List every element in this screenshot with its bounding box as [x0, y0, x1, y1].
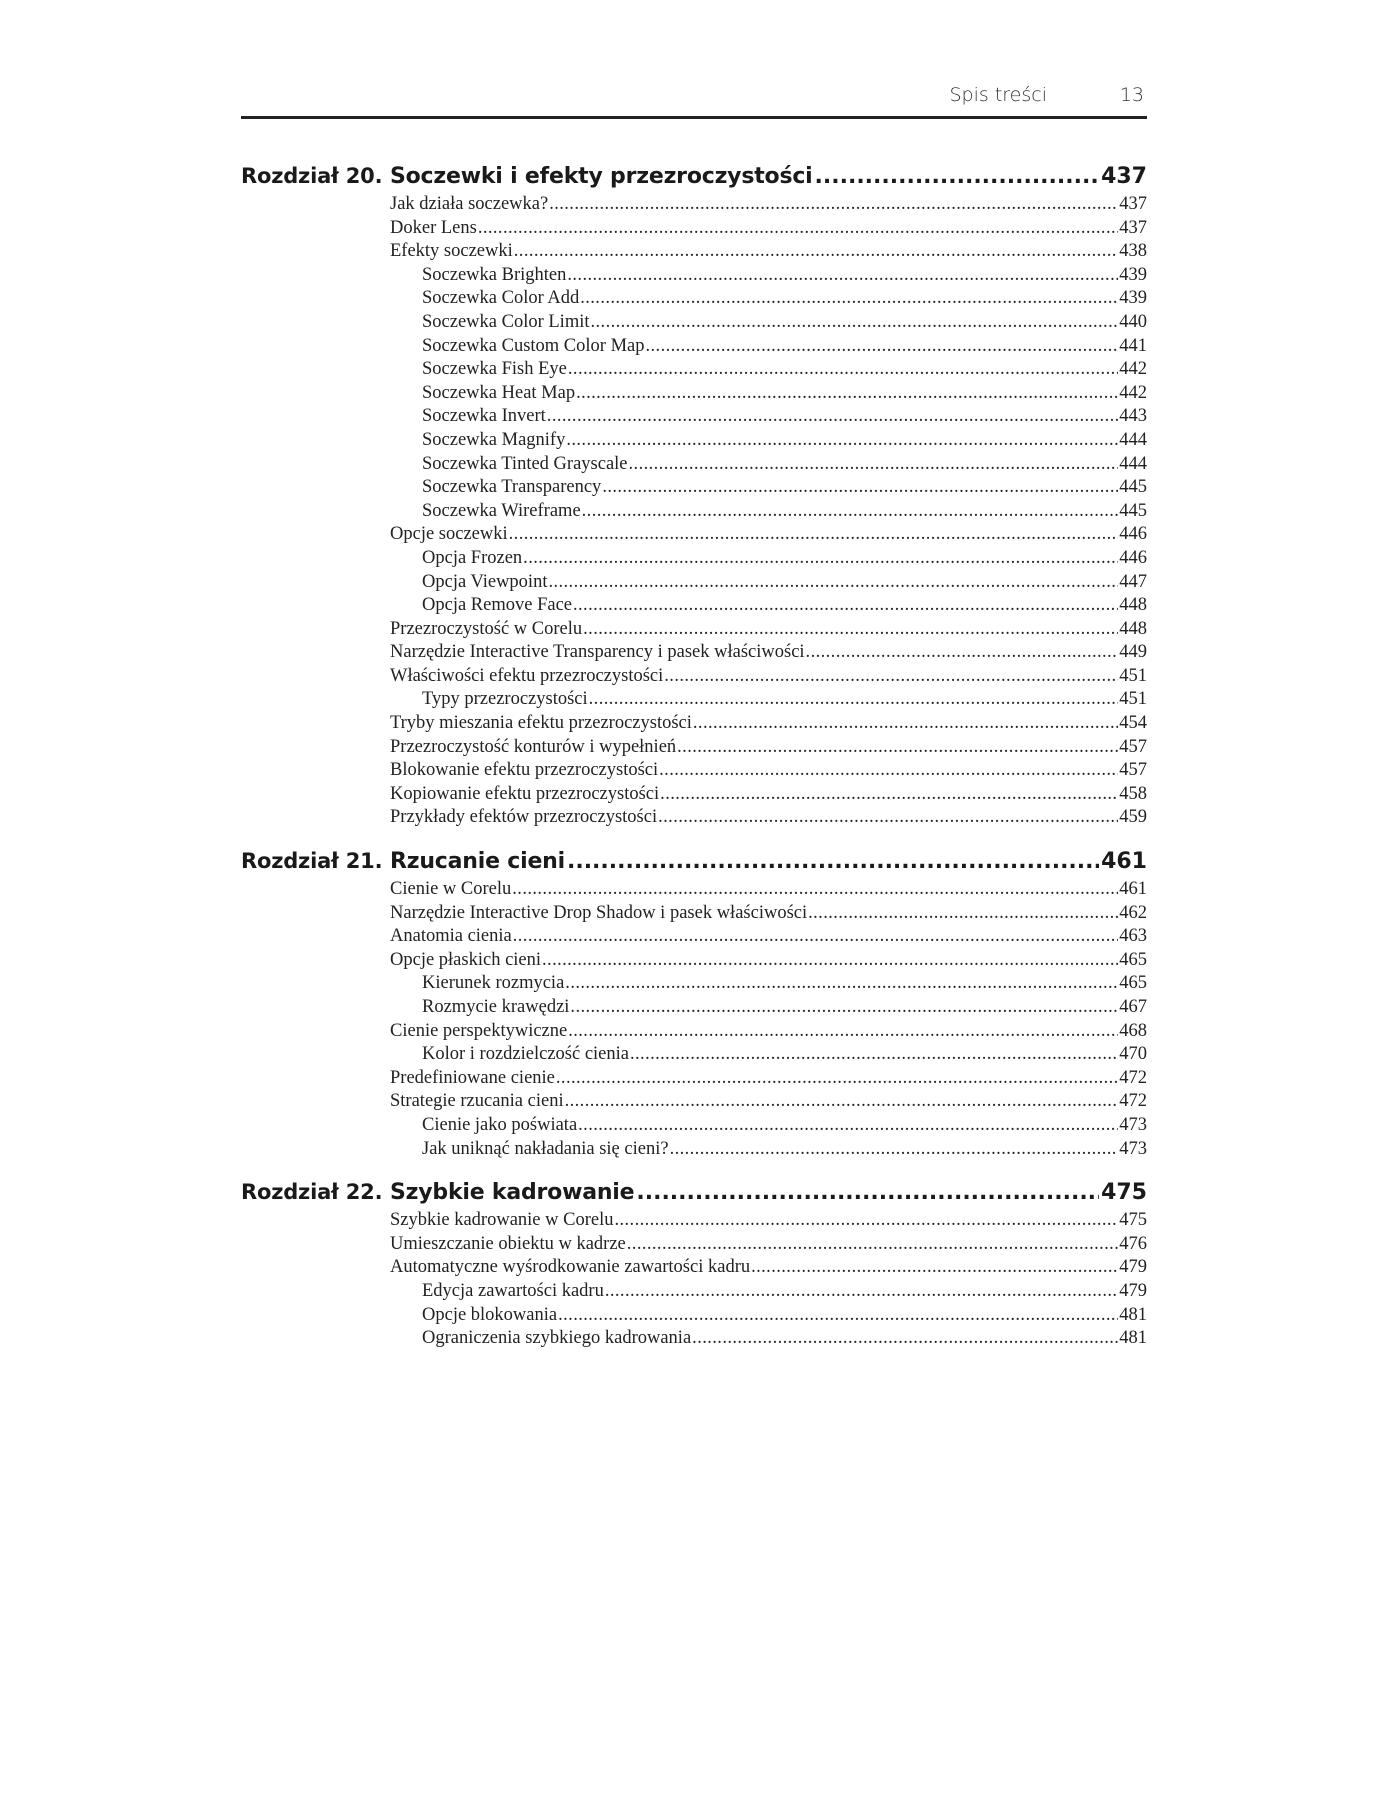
dot-leader — [602, 477, 1118, 498]
toc-entry — [390, 807, 1147, 831]
entry-page-number: 437 — [1119, 217, 1147, 238]
entry-title: Strategie rzucania cieni — [390, 1091, 564, 1112]
chapter-title: Rzucanie cieni — [390, 849, 565, 875]
entry-title: Szybkie kadrowanie w Corelu — [390, 1210, 614, 1231]
entry-page-number: 445 — [1119, 500, 1147, 521]
entry-title: Soczewka Color Limit — [422, 311, 590, 332]
chapter-page-number: 475 — [1101, 1180, 1147, 1206]
dot-leader — [570, 997, 1118, 1018]
dot-leader — [547, 406, 1118, 427]
dot-leader — [664, 666, 1118, 687]
entry-page-number: 454 — [1119, 713, 1147, 734]
toc-subentry — [390, 1281, 1147, 1305]
entry-title: Soczewka Magnify — [422, 429, 566, 450]
entry-page-number: 444 — [1119, 429, 1147, 450]
entry-page-number: 467 — [1119, 997, 1147, 1017]
dot-leader — [660, 784, 1118, 805]
entry-title: Soczewka Custom Color Map — [422, 335, 645, 356]
table-of-contents — [241, 164, 1147, 1370]
toc-entry — [390, 737, 1147, 761]
running-head-title: Spis treści — [949, 84, 1047, 106]
dot-leader — [659, 760, 1118, 781]
entry-title: Soczewka Brighten — [422, 264, 567, 285]
entry-title: Opcje płaskich cieni — [390, 949, 542, 970]
toc-subentry — [390, 336, 1147, 360]
entry-title: Soczewka Tinted Grayscale — [422, 453, 628, 474]
entry-title: Jak uniknąć nakładania się cieni? — [422, 1138, 669, 1159]
entry-title: Soczewka Transparency — [422, 477, 602, 498]
dot-leader — [582, 501, 1119, 522]
toc-subentry — [390, 689, 1147, 713]
dot-leader — [568, 1021, 1118, 1042]
entry-page-number: 451 — [1119, 689, 1147, 710]
entry-title: Kopiowanie efektu przezroczystości — [390, 783, 660, 804]
dot-leader — [578, 1115, 1118, 1136]
entry-title: Predefiniowane cienie — [390, 1067, 555, 1088]
entry-title: Anatomia cienia — [390, 926, 512, 947]
entry-page-number: 439 — [1119, 288, 1147, 309]
chapter-block — [241, 1180, 1147, 1352]
dot-leader — [568, 359, 1118, 380]
dot-leader — [514, 241, 1118, 262]
entry-title: Opcje blokowania — [422, 1304, 558, 1325]
dot-leader — [565, 973, 1118, 994]
entry-page-number: 473 — [1119, 1138, 1147, 1159]
entry-page-number: 440 — [1119, 311, 1147, 332]
dot-leader — [478, 218, 1118, 239]
dot-leader — [583, 619, 1118, 640]
entry-page-number: 446 — [1119, 524, 1147, 545]
dot-leader — [566, 430, 1118, 451]
entry-title: Jak działa soczewka? — [390, 194, 549, 214]
toc-entry — [390, 713, 1147, 737]
entry-page-number: 448 — [1119, 618, 1147, 639]
entry-page-number: 448 — [1119, 595, 1147, 616]
entry-title: Cienie perspektywiczne — [390, 1020, 568, 1041]
chapter-label: Rozdział 20. — [241, 164, 383, 188]
toc-subentry — [390, 359, 1147, 383]
entry-title: Automatyczne wyśrodkowanie zawartości kadru — [390, 1257, 751, 1278]
toc-entry — [390, 1068, 1147, 1092]
dot-leader — [565, 1091, 1119, 1112]
chapter-heading — [241, 1180, 1147, 1210]
toc-subentry — [390, 1044, 1147, 1068]
entry-title: Właściwości efektu przezroczystości — [390, 665, 664, 686]
toc-entry — [390, 926, 1147, 950]
entry-title: Soczewka Color Add — [422, 288, 580, 309]
entry-title: Rozmycie krawędzi — [422, 997, 570, 1017]
entry-page-number: 468 — [1119, 1020, 1147, 1041]
dot-leader — [658, 807, 1118, 828]
chapter-block — [241, 164, 1147, 831]
toc-subentry — [390, 1115, 1147, 1139]
toc-subentry — [390, 501, 1147, 525]
chapter-heading — [241, 849, 1147, 879]
entry-page-number: 446 — [1119, 547, 1147, 568]
toc-subentry — [390, 477, 1147, 501]
toc-entry — [390, 642, 1147, 666]
dot-leader — [808, 903, 1118, 924]
dot-leader — [523, 548, 1118, 569]
entry-title: Soczewka Fish Eye — [422, 359, 567, 380]
entry-title: Edycja zawartości kadru — [422, 1280, 604, 1301]
toc-subentry — [390, 1305, 1147, 1329]
toc-entry — [390, 666, 1147, 690]
entry-page-number: 442 — [1119, 382, 1147, 403]
chapter-page-number: 437 — [1101, 164, 1147, 189]
entry-page-number: 462 — [1119, 902, 1147, 923]
chapter-page-number: 461 — [1101, 849, 1147, 875]
entry-title: Soczewka Wireframe — [422, 500, 581, 521]
entry-page-number: 463 — [1119, 926, 1147, 947]
dot-leader — [567, 265, 1118, 286]
entry-page-number: 465 — [1119, 949, 1147, 970]
dot-leader — [630, 1044, 1118, 1065]
toc-subentry — [390, 595, 1147, 619]
entry-page-number: 479 — [1119, 1257, 1147, 1278]
toc-subentry — [390, 548, 1147, 572]
dot-leader — [605, 1281, 1118, 1302]
dot-leader — [573, 595, 1118, 616]
toc-subentry — [390, 288, 1147, 312]
entry-page-number: 481 — [1119, 1304, 1147, 1325]
entry-title: Soczewka Heat Map — [422, 382, 576, 403]
toc-entry — [390, 950, 1147, 974]
dot-leader — [692, 1328, 1118, 1349]
entry-title: Typy przezroczystości — [422, 689, 588, 710]
entry-page-number: 445 — [1119, 477, 1147, 498]
entry-page-number: 473 — [1119, 1114, 1147, 1135]
entry-title: Cienie jako poświata — [422, 1114, 578, 1135]
toc-entry — [390, 903, 1147, 927]
dot-leader — [512, 879, 1118, 900]
toc-entry — [390, 784, 1147, 808]
entry-page-number: 437 — [1119, 194, 1147, 214]
dot-leader — [548, 572, 1118, 593]
entry-title: Ograniczenia szybkiego kadrowania — [422, 1328, 692, 1349]
entry-title: Narzędzie Interactive Transparency i pasek właściwości — [390, 642, 805, 663]
dot-leader — [513, 926, 1119, 947]
dot-leader — [591, 312, 1119, 333]
entry-title: Przezroczystość w Corelu — [390, 618, 583, 639]
chapter-entries — [390, 879, 1147, 1162]
entry-page-number: 449 — [1119, 642, 1147, 663]
toc-entry — [390, 619, 1147, 643]
entry-page-number: 457 — [1119, 760, 1147, 781]
toc-subentry — [390, 265, 1147, 289]
dot-leader — [636, 1180, 1099, 1205]
dot-leader — [677, 737, 1118, 758]
entry-page-number: 459 — [1119, 807, 1147, 828]
entry-title: Efekty soczewki — [390, 241, 513, 262]
entry-title: Opcje soczewki — [390, 524, 508, 545]
toc-entry — [390, 1021, 1147, 1045]
entry-page-number: 442 — [1119, 359, 1147, 380]
chapter-entries — [390, 194, 1147, 831]
chapter-title: Soczewki i efekty przezroczystości — [390, 164, 813, 189]
entry-page-number: 472 — [1119, 1091, 1147, 1112]
toc-subentry — [390, 406, 1147, 430]
entry-page-number: 481 — [1119, 1328, 1147, 1349]
chapter-label: Rozdział 22. — [241, 1180, 383, 1205]
entry-title: Opcja Remove Face — [422, 595, 572, 616]
page-number: 13 — [1119, 84, 1144, 106]
entry-title: Narzędzie Interactive Drop Shadow i pasek właściwości — [390, 902, 808, 923]
entry-title: Soczewka Invert — [422, 406, 546, 427]
toc-entry — [390, 194, 1147, 218]
chapter-heading — [241, 164, 1147, 194]
entry-page-number: 475 — [1119, 1210, 1147, 1231]
chapter-block — [241, 849, 1147, 1162]
entry-page-number: 447 — [1119, 571, 1147, 592]
dot-leader — [567, 849, 1099, 874]
entry-page-number: 457 — [1119, 736, 1147, 757]
entry-page-number: 476 — [1119, 1233, 1147, 1254]
entry-page-number: 439 — [1119, 264, 1147, 285]
dot-leader — [509, 524, 1119, 545]
chapter-label: Rozdział 21. — [241, 849, 383, 874]
toc-entry — [390, 760, 1147, 784]
toc-entry — [390, 879, 1147, 903]
entry-title: Opcja Frozen — [422, 547, 523, 568]
toc-entry — [390, 524, 1147, 548]
entry-page-number: 443 — [1119, 406, 1147, 427]
entry-page-number: 458 — [1119, 783, 1147, 804]
dot-leader — [670, 1139, 1119, 1160]
entry-title: Kierunek rozmycia — [422, 973, 565, 994]
dot-leader — [589, 689, 1119, 710]
toc-subentry — [390, 383, 1147, 407]
entry-page-number: 441 — [1119, 335, 1147, 356]
dot-leader — [580, 288, 1118, 309]
entry-title: Przezroczystość konturów i wypełnień — [390, 736, 677, 757]
page-header — [241, 84, 1147, 119]
toc-subentry — [390, 430, 1147, 454]
entry-title: Cienie w Corelu — [390, 879, 512, 900]
toc-entry — [390, 218, 1147, 242]
dot-leader — [627, 1234, 1118, 1255]
toc-entry — [390, 1234, 1147, 1258]
toc-entry — [390, 1091, 1147, 1115]
dot-leader — [629, 454, 1119, 475]
chapter-entries — [390, 1210, 1147, 1352]
dot-leader — [646, 336, 1119, 357]
entry-page-number: 461 — [1119, 879, 1147, 900]
toc-subentry — [390, 572, 1147, 596]
dot-leader — [751, 1257, 1118, 1278]
entry-title: Przykłady efektów przezroczystości — [390, 807, 658, 828]
entry-title: Blokowanie efektu przezroczystości — [390, 760, 659, 781]
entry-title: Doker Lens — [390, 217, 477, 238]
dot-leader — [542, 950, 1118, 971]
toc-subentry — [390, 973, 1147, 997]
entry-title: Opcja Viewpoint — [422, 571, 548, 592]
dot-leader — [614, 1210, 1118, 1231]
entry-page-number: 451 — [1119, 665, 1147, 686]
toc-subentry — [390, 454, 1147, 478]
toc-entry — [390, 1210, 1147, 1234]
toc-entry — [390, 241, 1147, 265]
dot-leader — [549, 194, 1118, 215]
entry-page-number: 444 — [1119, 453, 1147, 474]
entry-title: Kolor i rozdzielczość cienia — [422, 1044, 629, 1065]
entry-page-number: 479 — [1119, 1280, 1147, 1301]
entry-page-number: 472 — [1119, 1067, 1147, 1088]
toc-subentry — [390, 997, 1147, 1021]
chapter-title: Szybkie kadrowanie — [390, 1180, 635, 1206]
entry-title: Umieszczanie obiektu w kadrze — [390, 1233, 626, 1254]
entry-title: Tryby mieszania efektu przezroczystości — [390, 713, 692, 734]
dot-leader — [576, 383, 1118, 404]
dot-leader — [815, 164, 1100, 189]
dot-leader — [693, 713, 1118, 734]
dot-leader — [558, 1305, 1118, 1326]
toc-subentry — [390, 312, 1147, 336]
dot-leader — [556, 1068, 1118, 1089]
dot-leader — [806, 642, 1119, 663]
entry-page-number: 465 — [1119, 973, 1147, 994]
toc-subentry — [390, 1139, 1147, 1163]
toc-entry — [390, 1257, 1147, 1281]
entry-page-number: 470 — [1119, 1044, 1147, 1065]
entry-page-number: 438 — [1119, 241, 1147, 262]
toc-subentry — [390, 1328, 1147, 1352]
